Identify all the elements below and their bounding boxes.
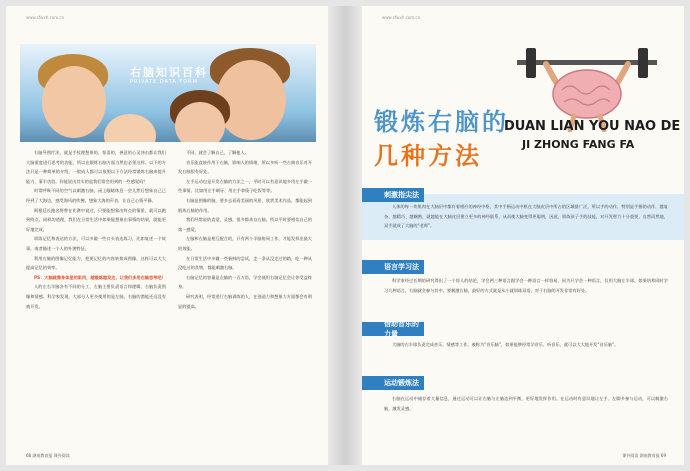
paragraph: 左脑和右脑是相互配合的，只有两个半脑协同工作，才能发挥出最大的效能。	[178, 236, 312, 251]
binding-gutter	[328, 6, 362, 465]
section-2-header	[362, 260, 424, 274]
child-face-4	[104, 114, 156, 142]
section-1-header	[362, 188, 424, 202]
site-url: www.sfwxh.com.cn	[26, 15, 65, 20]
section-4-header	[362, 376, 424, 390]
paragraph: 右脑记忆的容量是左脑的一百万倍，学会使用右脑记忆会让你受益终身。	[178, 274, 312, 290]
paragraph: 研究表明，经常进行右脑训练的人，在创造力和想象力方面都会有明显的提高。	[178, 293, 312, 309]
child-face-1	[42, 66, 106, 138]
brain-arm-right	[618, 64, 628, 82]
site-url: www.sfwxh.com.cn	[382, 15, 421, 20]
photo-subtitle: PRIVATE DATA FORM	[130, 79, 198, 85]
paragraph: 在日常生活中多做一些新鲜的尝试，走一条从没走过的路，吃一种从没吃过的食物，都能刺激右脑。	[178, 255, 312, 271]
paragraph: 时常呼吸不同的空气以刺激右脑，闭上眼睛休息一会儿然后想象自己已经到了大海边，感受海风的吹拂，想象大海的声音，让自己心情平静。	[26, 188, 166, 203]
article-title-line1: 锻炼右脑的	[374, 108, 509, 136]
left-page	[6, 6, 328, 465]
article-title-pinyin-line2: JI ZHONG FANG FA	[522, 138, 635, 151]
highlight-paragraph: PS：大脑就像身体里的肌肉，越锻炼越发达，让我们多用右脑思考吧！	[34, 274, 166, 280]
section-2-text: 科学家经过长期的研究得出了一个惊人的结论，学会两三种语言跟学会一种语言一样容易，因为只学会一种语言，仅用大脑左半球，如果培养同时学习几种语言，右脑就会参与其中。要刺激右脑，最好的方式就是从小就训练双语，对于右脑的开发非常有好处。	[384, 278, 668, 293]
paragraph: 音乐能直接作用于右脑，影响人的情绪，所以多听一些古典音乐对开发右脑很有好处。	[178, 159, 312, 175]
section-title: 运动锻炼法	[384, 379, 419, 387]
dumbbell-plate-right	[638, 48, 648, 78]
paragraph: 左手运动也是开发右脑的方法之一，平时可以有意识地多用左手做一些事情，比如用左手刷牙、用左手拿筷子吃饭等等。	[178, 178, 312, 194]
paragraph: 不同，就会了解自己，了解他人。	[186, 150, 249, 155]
photo-title: 右脑知识百科	[130, 66, 208, 79]
section-1-text: 人体的每一块肌肉在大脑层中都有着相应的神经中枢，其中手指运动中枢在大脑皮层中所占的区域最广泛，所以手的动作，特别是手指的动作，越复杂、越精巧、越娴熟，就越能在大脑皮层建立更多的神经联系，从而使大脑变得更聪明，因此，训练孩子手的技能，对开发智力十分重要，自然而然地，双手就成了大脑的“老师”。	[384, 204, 668, 229]
brain-arm-left	[546, 64, 556, 82]
section-title: 借助音乐的力量	[384, 320, 419, 338]
section-3-header	[362, 322, 424, 336]
dumbbell-plate-left	[526, 48, 536, 78]
section-title: 语言学习法	[384, 263, 419, 271]
paragraph: 训练记忆和表达的方法，可以多做一些口头表达练习，比如复述一个故事，或者描述一个人的外貌特征。	[26, 236, 166, 251]
left-column-2	[178, 148, 312, 311]
page-footer: 68 湖南教育报 课外阅读	[26, 453, 70, 458]
paragraph: 利用右脑的图像记忆能力，把要记忆的内容转换成图像，这样可以大大提高记忆的效率。	[26, 255, 166, 271]
section-4-text: 右脑在运动中储存着大量信息，通过运动可以让右脑与左脑达到平衡，更好地发挥作用。在运动时有意识地让左手、左脚多参与运动，可以刺激右脑，激发灵感。	[384, 396, 668, 411]
left-column-1	[26, 148, 166, 311]
child-face-3	[175, 102, 225, 142]
page-footer: 课外阅读 湖南教育报 69	[622, 453, 666, 458]
children-photo	[20, 44, 316, 142]
paragraph: 人的左右半脑各有不同的分工，左脑主要负责语言和逻辑，右脑负责图像和情感。科学家发现，大部分人更多使用的是左脑，右脑的潜能还远没有被开发。	[26, 284, 166, 309]
paragraph: 阿根廷长跑名将曾在比赛中说过，只要能想象出终点的情景，就可以跑到终点。同样的道理，我们在日常生活中如果能想象出事情的结果，就能更好地完成。	[26, 207, 166, 232]
paragraph: 右脑导图疗法，就是手杖理想果的，惊喜的，善意的心灵冲击都让我们大脑重度进行思考的功能，所以在锻炼右脑方面当然也必须这样。以下的方法只是一种简单的介绍，一般成人都可以依照以下方法经常锻炼右脑来提升能力，事半功倍。你能说出其实的是我们常会用到的一些感觉吗？	[26, 150, 166, 184]
paragraph: 右脑是图像的脑，要多去看看美丽的风景，欣赏美术作品，都能起到锻炼右脑的作用。	[178, 197, 312, 213]
article-title-pinyin-line1: DUAN LIAN YOU NAO DE	[504, 119, 681, 134]
section-3-text: 大脑的右半球负责完成音乐、情感等工作。被称为“音乐脑”，如果能够经常学音乐、听音乐，就可以大大地开发“音乐脑”。	[392, 342, 619, 347]
article-title-line2: 几种方法	[374, 142, 482, 170]
right-page	[362, 6, 684, 465]
dumbbell-bar	[517, 60, 657, 65]
paragraph: 我们经常说的直觉、灵感，很多都来自右脑，所以平时要相信自己的第一感觉。	[178, 217, 312, 232]
section-title: 刺激指尖法	[384, 191, 419, 199]
